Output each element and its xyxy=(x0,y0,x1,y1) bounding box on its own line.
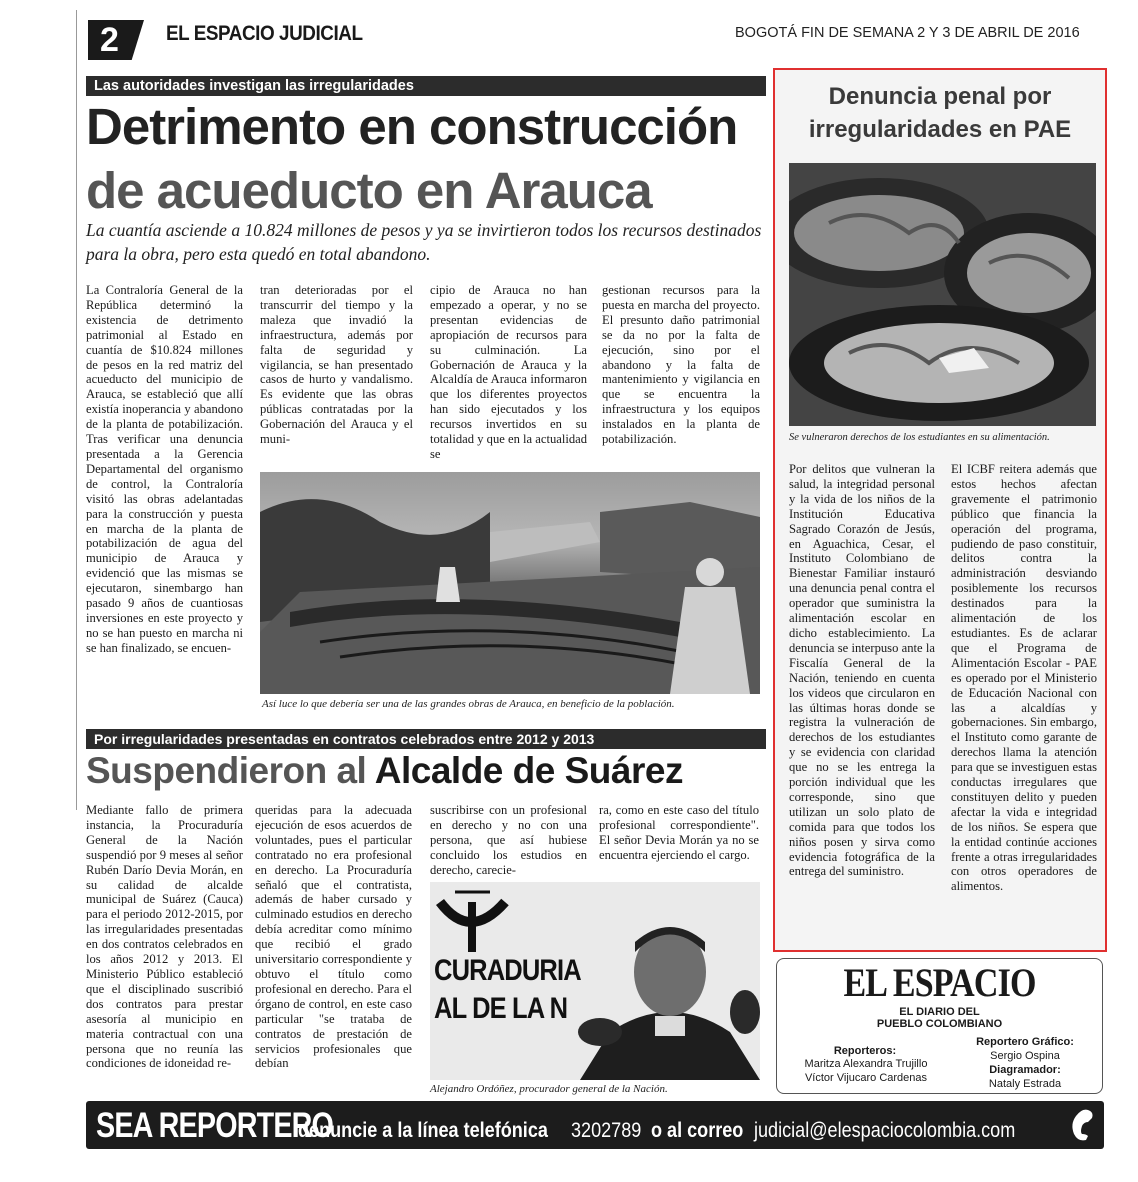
article1-headline-line1: Detrimento en construcción xyxy=(86,98,738,155)
reporter-2: Víctor Vijucaro Cardenas xyxy=(804,1072,928,1084)
footer-phone: 3202789 xyxy=(570,1119,642,1142)
school-food-photo xyxy=(789,163,1096,426)
footer-email: judicial@elespaciocolombia.com xyxy=(753,1119,1016,1142)
procuraduria-sign-line2: AL DE LA N xyxy=(434,992,568,1025)
procuraduria-sign-line1: CURADURIA xyxy=(434,954,581,987)
pae-headline-line2: irregularidades en PAE xyxy=(808,116,1072,143)
school-food-photo-art xyxy=(789,163,1096,426)
masthead-subtitle-line2: PUEBLO COLOMBIANO xyxy=(876,1018,1003,1030)
article1-col4: gestionan recursos para la puesta en marcha del proyecto. El presunto daño patrimonial se da no por la falta de ejecución, sino por el abandono y la falta de mantenimiento y vigilancia en que se encuentra la infraestructura y los equipos instalados en la planta de potabilización. xyxy=(602,283,760,447)
article2-kicker: Por irregularidades presentadas en contratos celebrados entre 2012 y 2013 xyxy=(86,729,766,749)
reporters-label: Reporteros: xyxy=(833,1045,897,1057)
footer-sea-reportero: SEA REPORTERO xyxy=(96,1106,334,1145)
article1-deck: La cuantía asciende a 10.824 millones de pesos y ya se invirtieron todos los recursos destinados para la obra, pero esta quedó en total abandono. xyxy=(86,220,762,264)
designer: Nataly Estrada xyxy=(988,1078,1062,1090)
masthead-title: EL ESPACIO xyxy=(843,960,1036,1005)
article1-kicker: Las autoridades investigan las irregularidades xyxy=(86,76,766,96)
date-line: BOGOTÁ FIN DE SEMANA 2 Y 3 DE ABRIL DE 2016 xyxy=(735,25,1080,41)
procurador-photo xyxy=(430,882,760,1080)
masthead-subtitle-line1: EL DIARIO DEL xyxy=(899,1006,980,1018)
article2-col2: queridas para la adecuada ejecución de esos acuerdos de voluntades, pues el particular contratado no era profesional en derecho. La Procuraduría señaló que el contratista, además de haber cursado y culminado estudios en derecho debía acreditar como mínimo que recibió el grado universitario correspondiente y obtuvo el título como profesional en derecho. Para el órgano de control, en este caso particular "se trataba de contratos de prestación de servicios profesionales que debían xyxy=(255,803,412,1071)
reporter-1: Maritza Alexandra Trujillo xyxy=(804,1058,928,1070)
pae-col2: El ICBF reitera además que estos hechos afectan gravemente el patrimonio público que financia la operación del programa, pudiendo de paso constituir, delitos contra la administración desviando posiblemente los recursos destinados para la alimentación de los estudiantes. Es de aclarar que el Programa de Alimentación Escolar - PAE es operado por el Ministerio de Educación Nacional con las a alcaldías y gobernaciones. Sin embargo, el Instituto como garante de derechos llama la atención para que se investiguen estas conductas irregulares que constituyen delito y pueden afectar la vida e integridad de los niños. Se espera que la entidad continúe acciones frente a otras irregularidades con otros operadores de alimentos. xyxy=(951,462,1097,894)
pae-col1: Por delitos que vulneran la salud, la integridad personal y la vida de los niños de la Institución Educativa Sagrado Corazón de Jesús, en Aguachica, Cesar, el Instituto Colombiano de Bienestar Familiar instauró una denuncia penal contra el operador que suministra la alimentación escolar en dicho establecimiento. La denuncia se interpuso ante la Fiscalía General de la Nación, teniendo en cuenta los videos que circularon en las últimas horas donde se registra la vulneración de derechos de los estudiantes y se evidencia con claridad que no se les entrega la porción individual que les corresponde, sino que utilizan un solo plato de comida para que todos los niños posen y sirva como evidencia fotográfica de la entrega del suministro. xyxy=(789,462,935,879)
article2-headline-part2: Alcalde de Suárez xyxy=(374,750,683,791)
page-number: 2 xyxy=(100,21,119,59)
photo-reporter-label: Reportero Gráfico: xyxy=(976,1036,1074,1048)
procurador-photo-caption: Alejandro Ordóñez, procurador general de la Nación. xyxy=(430,1083,668,1095)
photo-reporter: Sergio Ospina xyxy=(990,1050,1060,1062)
article1-headline-line2: de acueducto en Arauca xyxy=(86,162,652,219)
article1-col1: La Contraloría General de la República determinó la existencia de detrimento patrimonial al Estado en cuantía de $10.824 millones de pesos en la red matriz del acueducto del municipio de Arauca, se estableció que allí existía inoperancia y abandono de la planta de potabilización. Tras verificar una denuncia presentada a la Gerencia Departamental del organismo de control, la Contraloría visitó las obras adelantadas para la construcción y puesta en marcha de la planta de potabilización de agua del municipio de Arauca y evidenció que las mismas se ejecutaron, sinembargo han pasado 9 años de cuantiosas inversiones en este proyecto y no se han puesto en marcha ni se han finalizado, se encuen- xyxy=(86,283,243,655)
school-food-photo-caption: Se vulneraron derechos de los estudiantes en su alimentación. xyxy=(789,432,1050,443)
construction-photo-art xyxy=(260,472,760,694)
article2-col1: Mediante fallo de primera instancia, la Procuraduría General de la Nación suspendió por 9 meses al señor Rubén Darío Devia Morán, en su calidad de alcalde municipal de Suárez (Cauca) para el periodo 2012-2015, por las irregularidades presentadas en dos contratos celebrados en los años 2012 y 2013. El Ministerio Público estableció que el disciplinado suscribió dos contratos para prestar asesoría al municipio en materia contractual con una persona que no reunía las condiciones de idoneidad re- xyxy=(86,803,243,1071)
column-rule xyxy=(76,10,77,810)
phone-handset-icon xyxy=(1068,1108,1096,1142)
footer-banner-text xyxy=(96,1104,1086,1148)
construction-site-photo xyxy=(260,472,760,694)
designer-label: Diagramador: xyxy=(989,1064,1061,1076)
article1-col2: tran deterioradas por el transcurrir del tiempo y la maleza que invadió la infraestructura, además por falta de seguridad y vigilancia, se han presentado casos de hurto y vandalismo. Es evidente que las obras públicas contratadas por la Gobernación del Arauca y el muni- xyxy=(260,283,413,447)
section-title: EL ESPACIO JUDICIAL xyxy=(166,22,363,45)
construction-photo-caption: Así luce lo que debería ser una de las grandes obras de Arauca, en beneficio de la población. xyxy=(262,698,675,710)
footer-denuncie: denuncie a la línea telefónica xyxy=(298,1119,549,1142)
article2-headline xyxy=(86,749,683,793)
article2-col4: ra, como en este caso del título profesional correspondiente". El señor Devia Morán ya no se encuentra ejerciendo el cargo. xyxy=(599,803,759,862)
footer-correo: o al correo xyxy=(651,1119,744,1142)
article1-col3: cipio de Arauca no han empezado a operar, y no se presentan evidencias de apropiación de recursos para su culminación. La Gobernación de Arauca y la Alcaldía de Arauca informaron que los diferentes proyectos han sido ejecutados y los recursos invertidos en su totalidad y que en la actualidad se xyxy=(430,283,587,461)
article2-headline-part1: Suspendieron al xyxy=(86,750,367,791)
pae-headline-line1: Denuncia penal por xyxy=(828,83,1052,110)
page-header xyxy=(88,14,1098,60)
article2-col3: suscribirse con un profesional en derecho y no con una persona, que así hubiese concluido los estudios en derecho, carecie- xyxy=(430,803,587,877)
